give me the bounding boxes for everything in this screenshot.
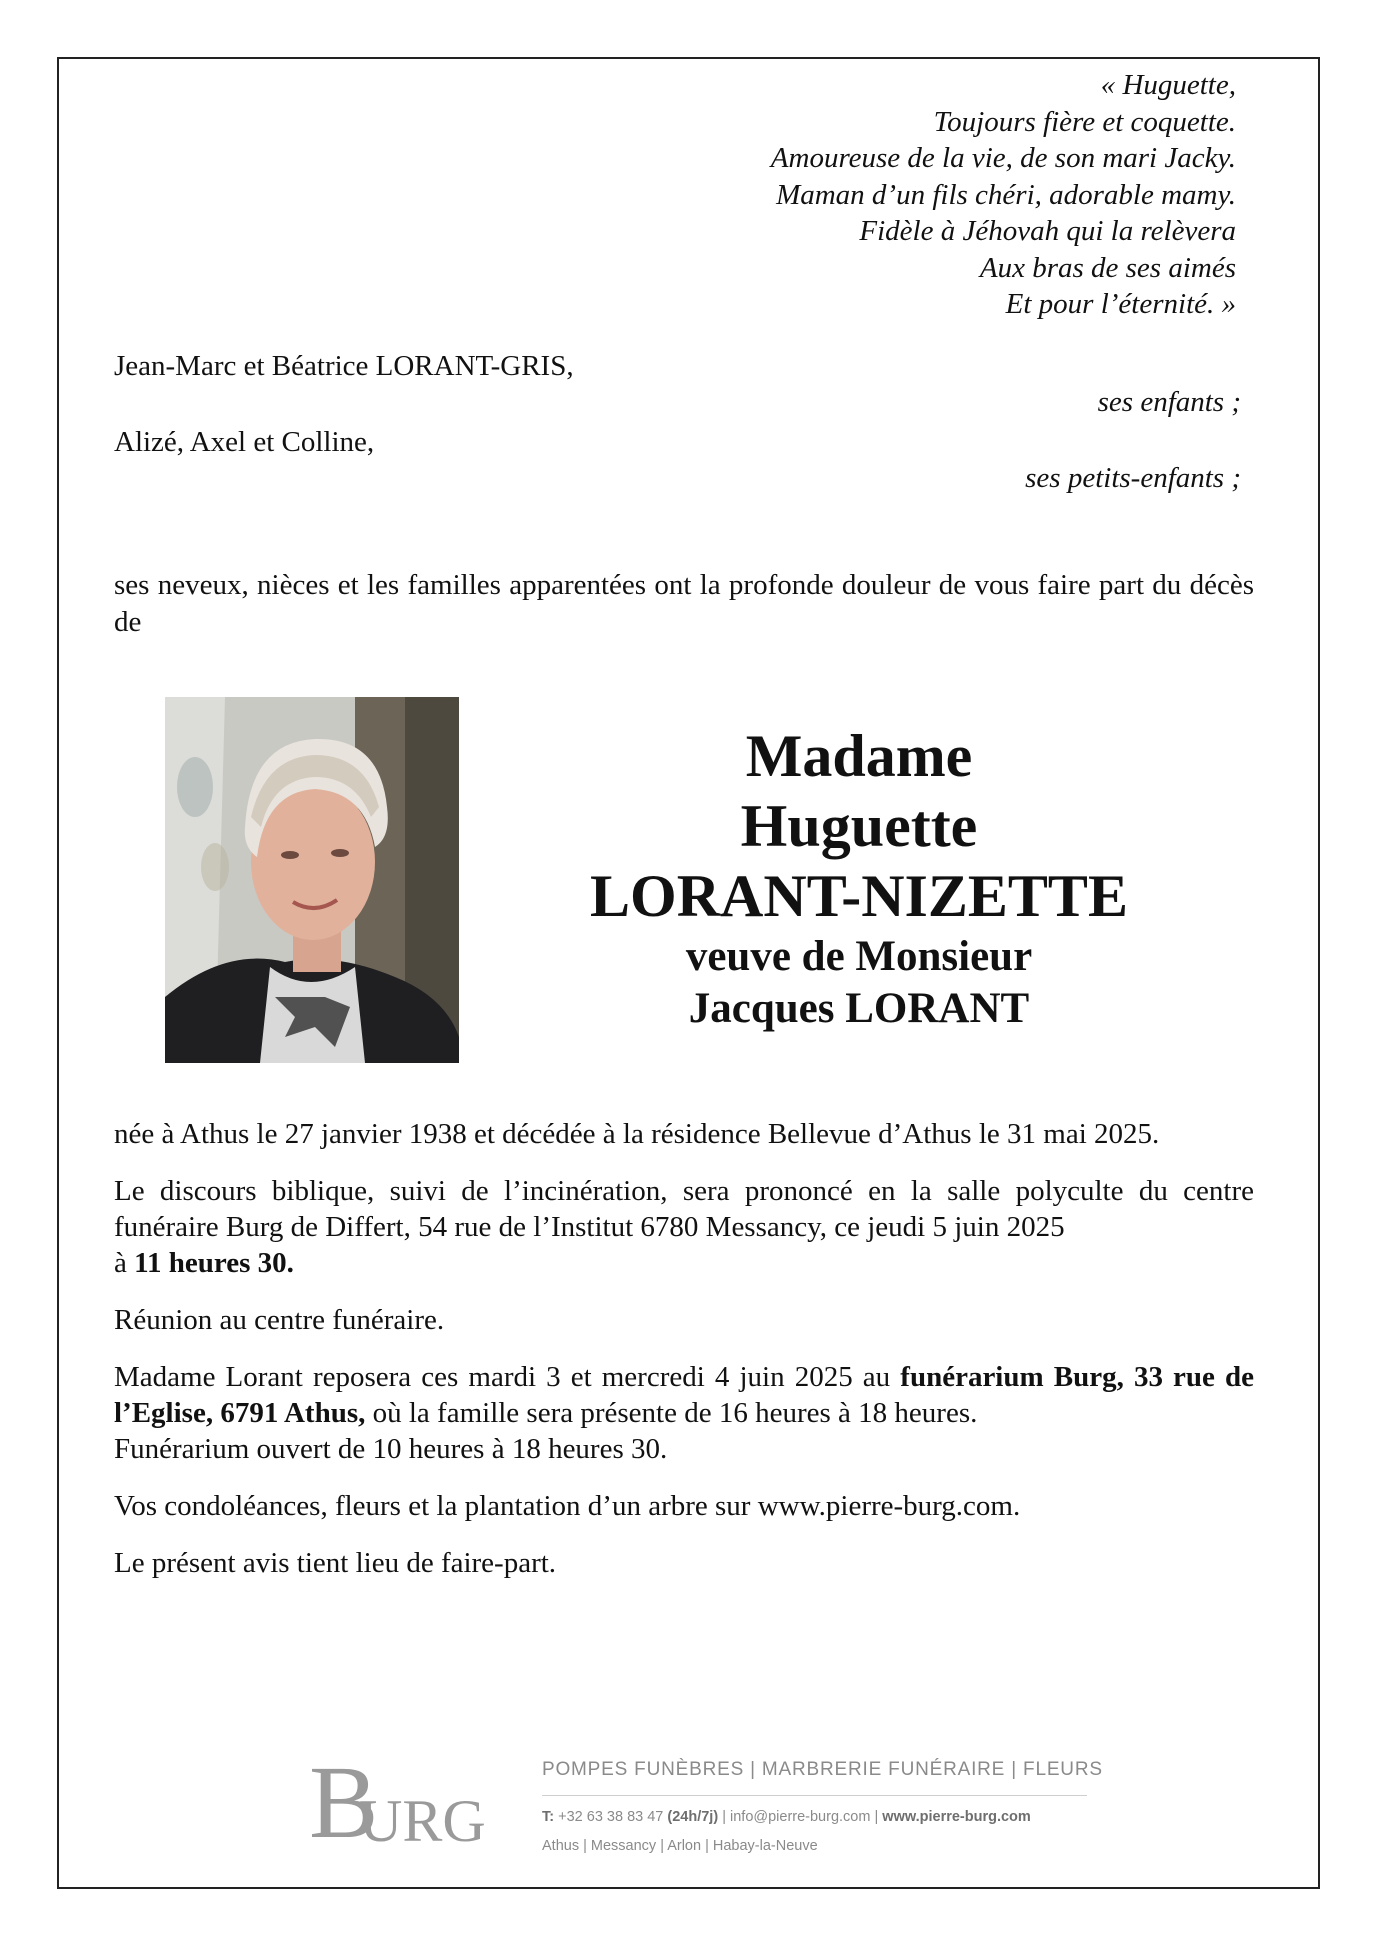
page-frame	[57, 57, 1320, 1889]
funeral-home-footer	[309, 1745, 1159, 1889]
services-line: POMPES FUNÈBRES | MARBRERIE FUNÉRAIRE | FLEURS	[542, 1759, 1103, 1780]
ceremony-text: Le discours biblique, suivi de l’incinération, sera prononcé en la salle polyculte du centre funéraire Burg de Differt, 54 rue de l’Institut 6780 Messancy, ce jeudi 5 juin 2025	[114, 1175, 1254, 1243]
grandchildren-role: ses petits-enfants ;	[1025, 462, 1241, 494]
family-grandchildren	[114, 424, 1254, 496]
deceased-first-name: Huguette	[740, 793, 978, 859]
grandchildren-names: Alizé, Axel et Colline,	[114, 426, 375, 458]
rest-place: funérarium Burg, 33 rue de l’Eglise, 6791 Athus,	[114, 1361, 1255, 1429]
rest-suffix: où la famille sera présente de 16 heures à 18 heures.	[372, 1397, 978, 1429]
ceremony-paragraph	[114, 1173, 1254, 1281]
phone-label: T:	[542, 1809, 555, 1825]
poem	[436, 67, 1236, 323]
poem-line: Aux bras de ses aimés	[979, 251, 1236, 284]
separator: |	[874, 1809, 879, 1825]
children-names: Jean-Marc et Béatrice LORANT-GRIS,	[114, 350, 574, 382]
poem-line: Fidèle à Jéhovah qui la relèvera	[859, 215, 1236, 247]
deceased-title: Madame	[745, 723, 973, 789]
poem-line: « Huguette,	[1100, 69, 1236, 101]
rest-prefix: Madame Lorant reposera ces mardi 3 et mercredi 4 juin 2025 au	[114, 1361, 891, 1393]
separator: |	[722, 1809, 726, 1825]
email-link[interactable]: info@pierre-burg.com	[730, 1809, 871, 1825]
phone-hours: (24h/7j)	[667, 1809, 719, 1825]
poem-line: Maman d’un fils chéri, adorable mamy.	[776, 178, 1236, 211]
ceremony-time: 11 heures 30.	[134, 1247, 294, 1279]
poem-line: Toujours fière et coquette.	[933, 105, 1236, 138]
deceased-name-block	[499, 721, 1219, 1035]
widow-line-1: veuve de Monsieur	[685, 933, 1033, 980]
reunion-line: Réunion au centre funéraire.	[114, 1304, 445, 1336]
website-link[interactable]: www.pierre-burg.com	[882, 1809, 1031, 1825]
family-children	[114, 348, 1254, 420]
announcement-intro: ses neveux, nièces et les familles apparentées ont la profonde douleur de vous faire part du décès de	[114, 569, 1254, 638]
burg-logo	[309, 1745, 489, 1860]
notice-line: Le présent avis tient lieu de faire-part.	[114, 1547, 557, 1579]
rest-paragraph	[114, 1359, 1254, 1467]
condolences-line: Vos condoléances, fleurs et la plantation d’un arbre sur www.pierre-burg.com.	[114, 1490, 1021, 1522]
phone-number[interactable]: +32 63 38 83 47	[558, 1809, 664, 1825]
locations-line: Athus | Messancy | Arlon | Habay-la-Neuve	[542, 1838, 818, 1854]
contact-line	[542, 1809, 1031, 1825]
opening-hours: Funérarium ouvert de 10 heures à 18 heures 30.	[114, 1433, 668, 1465]
poem-line: Et pour l’éternité. »	[1005, 288, 1236, 320]
logo-letters-urg: URG	[359, 1788, 486, 1854]
birth-death-line: née à Athus le 27 janvier 1938 et décédée à la résidence Bellevue d’Athus le 31 mai 2025.	[114, 1118, 1160, 1150]
deceased-last-name: LORANT-NIZETTE	[590, 863, 1128, 929]
widow-line-2: Jacques LORANT	[688, 985, 1030, 1032]
portrait-photo	[165, 697, 459, 1063]
ceremony-prefix: à	[114, 1247, 127, 1279]
notice-body	[114, 1116, 1254, 1602]
poem-line: Amoureuse de la vie, de son mari Jacky.	[770, 142, 1236, 174]
footer-divider	[542, 1795, 1087, 1796]
children-role: ses enfants ;	[1097, 386, 1241, 418]
logo-letter-b: B	[309, 1745, 379, 1860]
